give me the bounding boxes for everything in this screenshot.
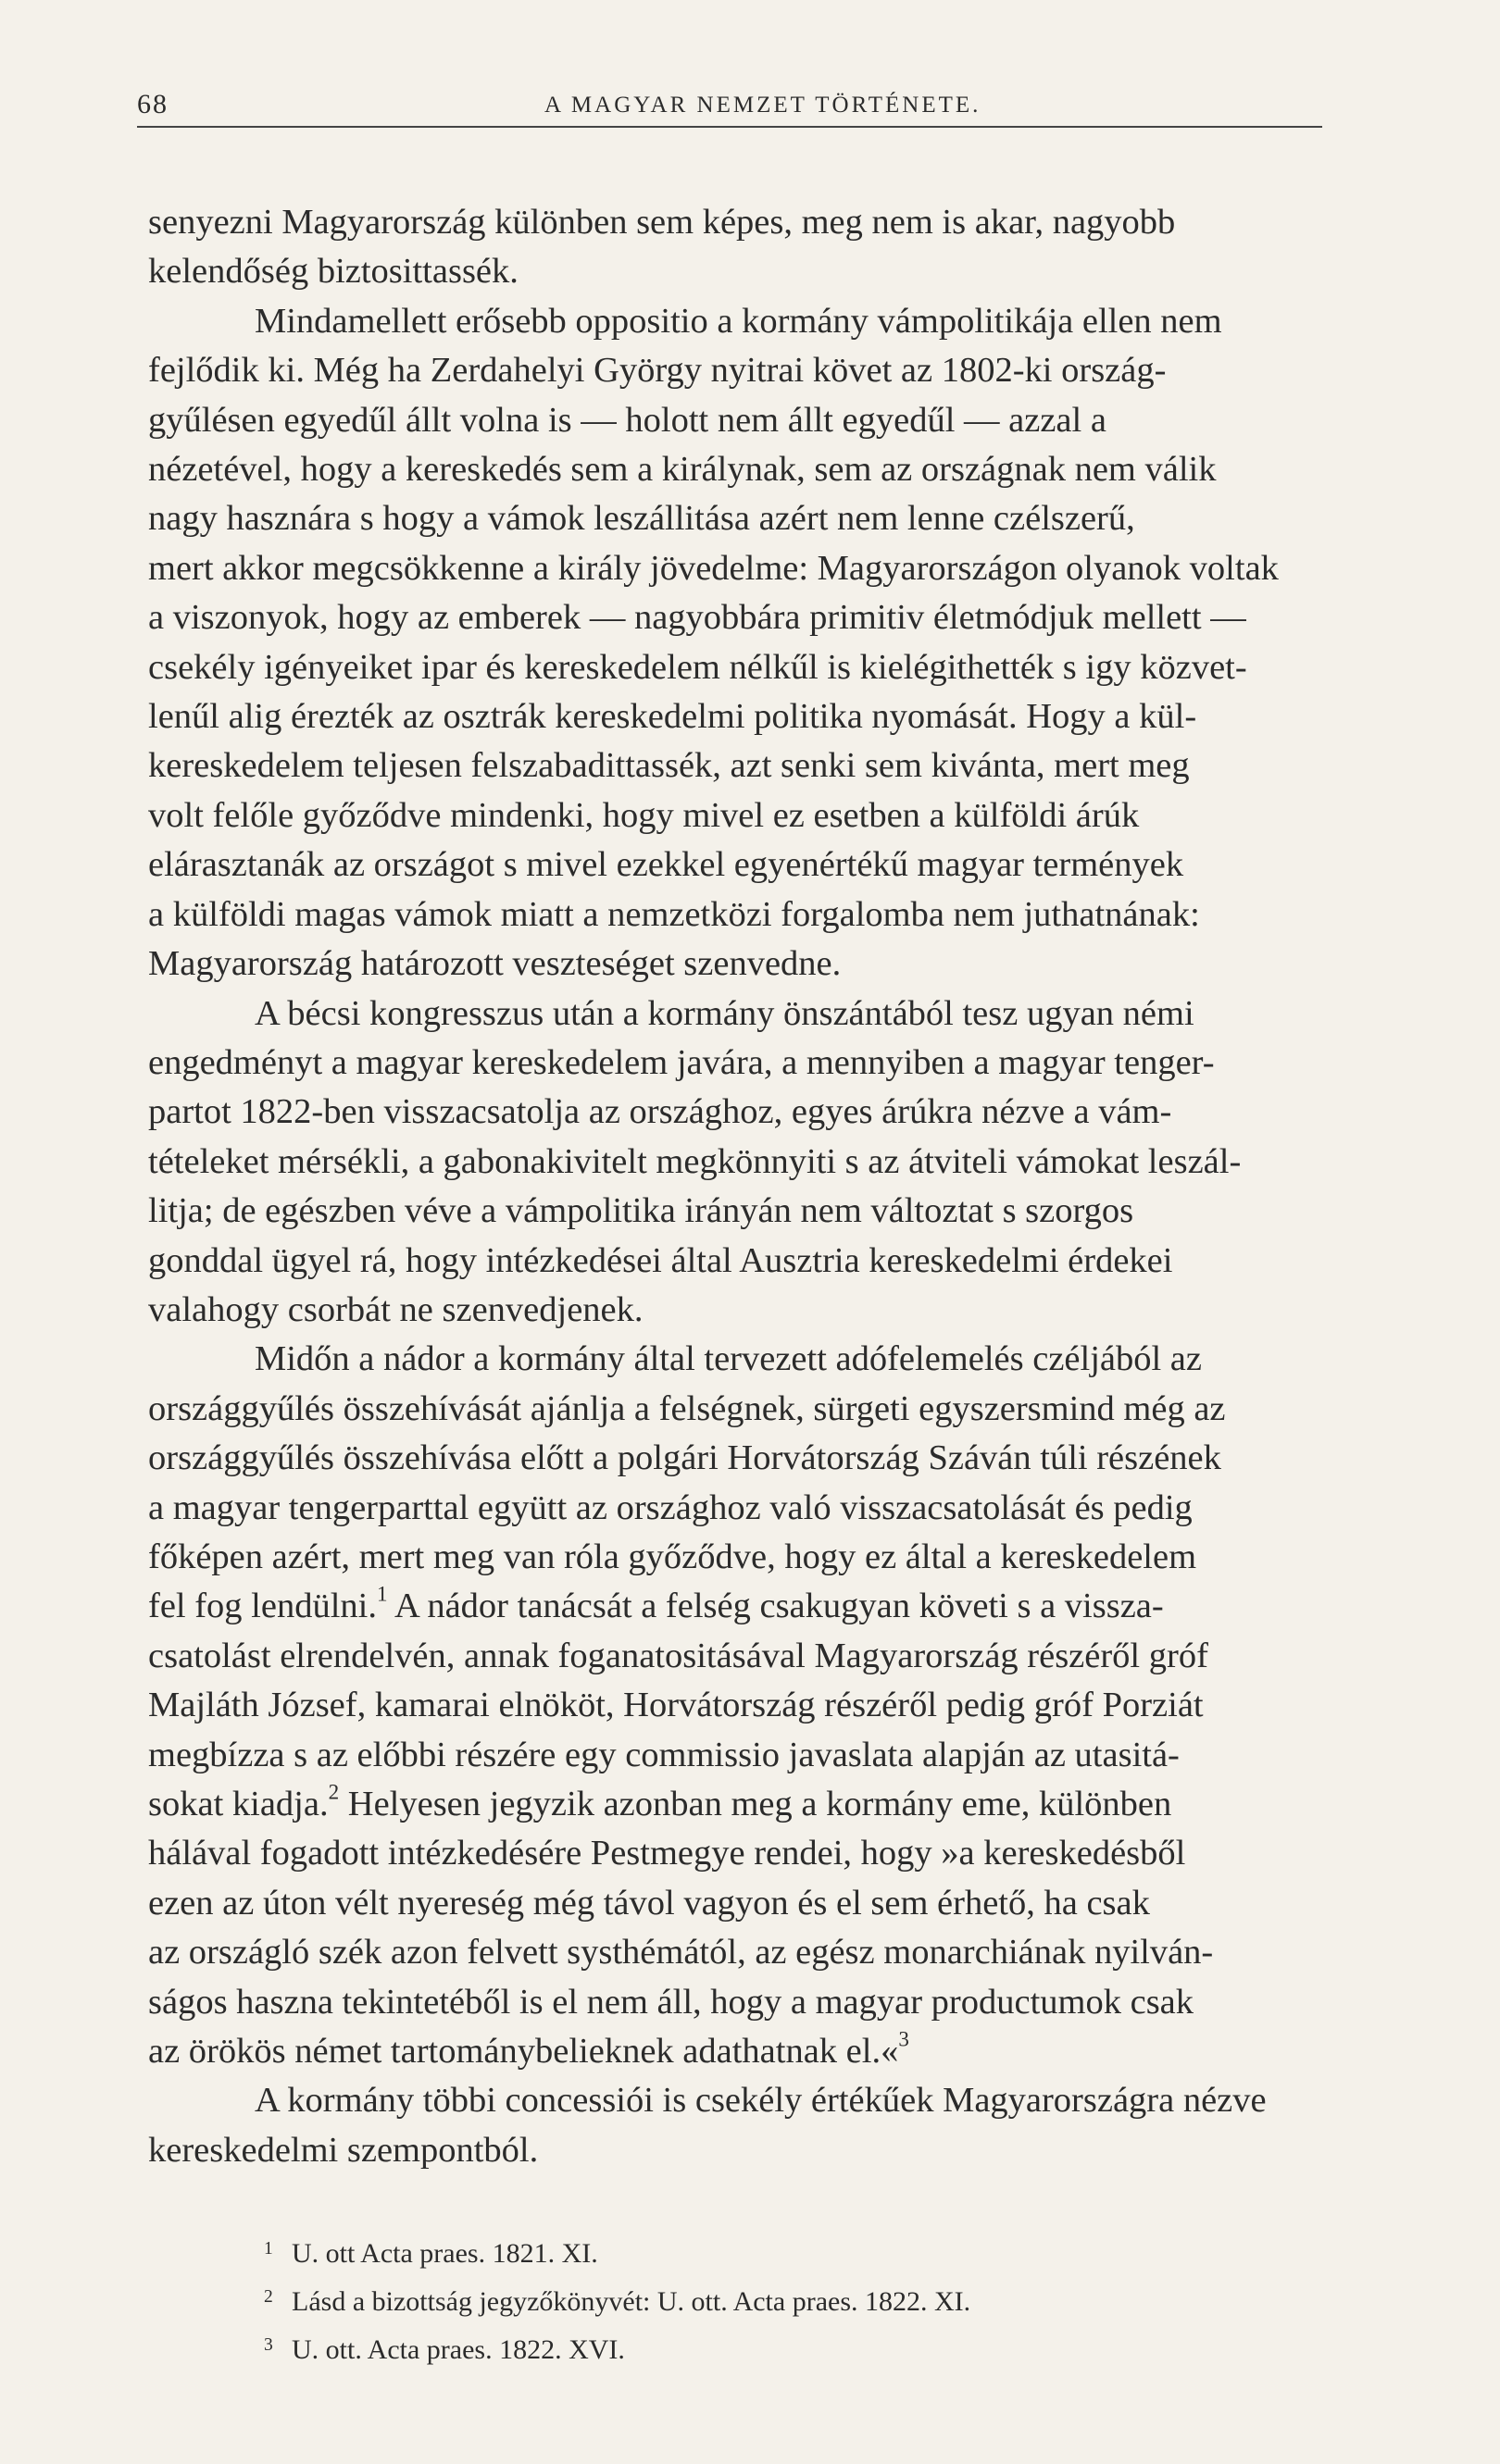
text-line: gonddal ügyel rá, hogy intézkedései által Ausztria kereskedelmi érdekei: [148, 1240, 1173, 1280]
text-line: Mindamellett erősebb oppositio a kormány vámpolitikája ellen nem: [255, 301, 1222, 341]
text-line: csatolást elrendelvén, annak foganatositásával Magyarország részéről gróf: [148, 1636, 1208, 1675]
text-line: nézetével, hogy a kereskedés sem a királynak, sem az országnak nem válik: [148, 450, 1217, 490]
text-line: tételeket mérsékli, a gabonakivitelt megkönnyiti s az átviteli vámokat leszál-: [148, 1141, 1242, 1181]
text-line: kereskedelem teljesen felszabadittassék, azt senki sem kivánta, mert meg: [148, 746, 1190, 786]
text-line: litja; de egészben véve a vámpolitika irányán nem változtat s szorgos: [148, 1191, 1134, 1231]
footnote: [264, 2227, 1375, 2275]
text-line-with-footnote: [148, 1780, 1463, 1829]
footnote-mark: 1: [264, 2239, 273, 2259]
text-line: partot 1822-ben visszacsatolja az országhoz, egyes árúkra nézve a vám-: [148, 1092, 1172, 1132]
text-line: az országló szék azon felvett systhémától, az egész monarchiának nyilván-: [148, 1933, 1214, 1972]
text-fragment: Helyesen jegyzik azonban meg a kormány eme, különben: [339, 1785, 1172, 1823]
text-line: hálával fogadott intézkedésére Pestmegye rendei, hogy »a kereskedésből: [148, 1834, 1186, 1873]
page-header: [137, 85, 1322, 128]
text-line: csekély igényeiket ipar és kereskedelem nélkűl is kielégithették s igy közvet-: [148, 647, 1247, 687]
body-text: [148, 198, 1463, 2175]
text-line: a külföldi magas vámok miatt a nemzetközi forgalomba nem juthatnának:: [148, 894, 1200, 934]
text-line: lenűl alig érezték az osztrák kereskedelmi politika nyomását. Hogy a kül-: [148, 697, 1197, 737]
text-line: országgyűlés összehívása előtt a polgári Horvátország Száván túli részének: [148, 1438, 1221, 1478]
running-title: A MAGYAR NEMZET TÖRTÉNETE.: [544, 93, 981, 118]
text-line: főképen azért, mert meg van róla győződve, hogy ez által a kereskedelem: [148, 1537, 1197, 1576]
footnote-mark: 3: [264, 2334, 273, 2355]
text-line: A kormány többi concessiói is csekély értékűek Magyarországra nézve: [255, 2081, 1267, 2121]
text-fragment: fel fog lendülni.: [148, 1587, 377, 1626]
text-line: mert akkor megcsökkenne a király jövedelme: Magyarországon olyanok voltak: [148, 548, 1279, 588]
text-line: a magyar tengerparttal együtt az országhoz való visszacsatolását és pedig: [148, 1487, 1193, 1527]
footnote-text: U. ott Acta praes. 1821. XI.: [292, 2237, 598, 2269]
text-fragment: az örökös német tartománybelieknek adathatnak el.«: [148, 2032, 899, 2072]
footnote-ref: 3: [898, 2026, 909, 2051]
text-line: Magyarország határozott veszteséget szenvedne.: [148, 944, 842, 984]
text-line: gyűlésen egyedűl állt volna is — holott nem állt egyedűl — azzal a: [148, 400, 1106, 440]
text-line-with-footnote: [148, 2027, 1463, 2076]
text-line: valahogy csorbát ne szenvedjenek.: [148, 1289, 644, 1329]
footnote-mark: 2: [264, 2286, 273, 2307]
footnote-ref: 2: [328, 1779, 340, 1804]
text-line: nagy hasznára s hogy a vámok leszállitása azért nem lenne czélszerű,: [148, 499, 1135, 539]
text-line: megbízza s az előbbi részére egy commissio javaslata alapján az utasitá-: [148, 1735, 1180, 1774]
footnote: [264, 2275, 1375, 2323]
footnote-text: U. ott. Acta praes. 1822. XVI.: [292, 2333, 625, 2365]
text-line: ságos haszna tekintetéből is el nem áll, hogy a magyar productumok csak: [148, 1982, 1194, 2022]
text-line: ezen az úton vélt nyereség még távol vagyon és el sem érhető, ha csak: [148, 1883, 1150, 1923]
footnotes: [264, 2227, 1375, 2371]
text-line-with-footnote: [148, 1582, 1463, 1631]
text-line: A bécsi kongresszus után a kormány önszántából tesz ugyan némi: [255, 993, 1194, 1033]
text-line: elárasztanák az országot s mivel ezekkel egyenértékű magyar termények: [148, 845, 1184, 885]
footnote: [264, 2323, 1375, 2371]
text-line: kereskedelmi szempontból.: [148, 2130, 539, 2170]
text-line: engedményt a magyar kereskedelem javára, a mennyiben a magyar tenger-: [148, 1042, 1215, 1082]
text-line: volt felőle győződve mindenki, hogy mivel ez esetben a külföldi árúk: [148, 795, 1140, 835]
footnote-ref: 1: [376, 1582, 388, 1607]
text-line: kelendőség biztosittassék.: [148, 252, 519, 292]
text-line: fejlődik ki. Még ha Zerdahelyi György nyitrai követ az 1802-ki ország-: [148, 351, 1167, 391]
text-line: senyezni Magyarország különben sem képes, meg nem is akar, nagyobb: [148, 203, 1176, 242]
footnote-text: Lásd a bizottság jegyzőkönyvét: U. ott. Acta praes. 1822. XI.: [292, 2285, 971, 2317]
text-line: a viszonyok, hogy az emberek — nagyobbára primitiv életmódjuk mellett —: [148, 598, 1246, 638]
text-fragment: sokat kiadja.: [148, 1785, 329, 1823]
text-fragment: A nádor tanácsát a felség csakugyan követi s a vissza-: [387, 1587, 1164, 1626]
text-line: országgyűlés összehívását ajánlja a felségnek, sürgeti egyszersmind még az: [148, 1388, 1226, 1428]
page-number: 68: [137, 89, 169, 119]
text-line: Midőn a nádor a kormány által tervezett adófelemelés czéljából az: [255, 1339, 1202, 1379]
text-line: Majláth József, kamarai elnököt, Horvátország részéről pedig gróf Porziát: [148, 1686, 1204, 1725]
